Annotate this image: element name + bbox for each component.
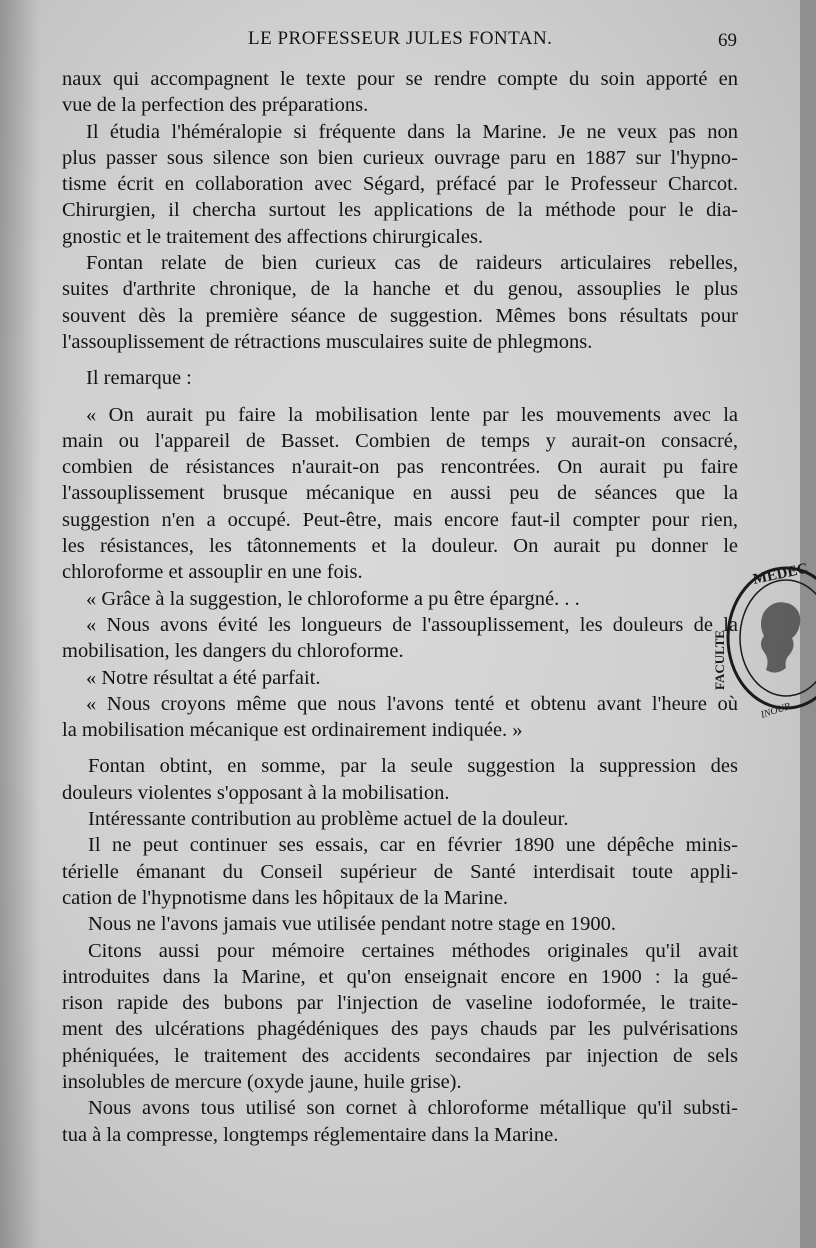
text-line: Fontan relate de bien curieux cas de raideurs articulaires rebelles, [86, 252, 738, 275]
text-line: vue de la perfection des préparations. [62, 94, 369, 117]
page-number: 69 [718, 30, 737, 51]
text-line: Fontan obtint, en somme, par la seule suggestion la suppression des [88, 755, 738, 778]
quote-line: chloroforme et assouplir en une fois. [62, 561, 363, 584]
page-edge-shadow [0, 0, 40, 1248]
text-line: tisme écrit en collaboration avec Ségard, préfacé par le Professeur Charcot. [62, 173, 738, 196]
text-line: Chirurgien, il chercha surtout les applications de la méthode pour le dia- [62, 199, 738, 222]
text-line: douleurs violentes s'opposant à la mobilisation. [62, 781, 450, 804]
text-line: térielle émanant du Conseil supérieur de Santé interdisait toute appli- [62, 860, 738, 883]
quote-line: l'assouplissement brusque mécanique en aussi peu de séances que la [62, 482, 738, 505]
text-line: tua à la compresse, longtemps réglementaire dans la Marine. [62, 1123, 559, 1146]
text-line: Il étudia l'héméralopie si fréquente dans la Marine. Je ne veux pas non [86, 120, 738, 143]
quote-line: la mobilisation mécanique est ordinairement indiquée. » [62, 719, 523, 742]
text-line: souvent dès la première séance de suggestion. Mêmes bons résultats pour [62, 304, 738, 327]
text-line: suites d'arthrite chronique, de la hanche et du genou, assouplies le plus [62, 278, 738, 301]
svg-text:INOUR: INOUR [759, 700, 792, 721]
quote-line: combien de résistances n'aurait-on pas rencontrées. On aurait pu faire [62, 456, 738, 479]
quote-line: « On aurait pu faire la mobilisation lente par les mouvements avec la [86, 403, 738, 426]
quote-line: « Nous croyons même que nous l'avons tenté et obtenu avant l'heure où [86, 692, 738, 715]
library-stamp [712, 560, 816, 740]
quote-line: « Grâce à la suggestion, le chloroforme a pu être épargné. . . [86, 587, 580, 610]
quote-line: mobilisation, les dangers du chloroforme. [62, 640, 404, 663]
text-line: gnostic et le traitement des affections chirurgicales. [62, 225, 484, 248]
quote-line: « Nous avons évité les longueurs de l'assouplissement, les douleurs de la [86, 613, 738, 636]
text-line: phéniquées, le traitement des accidents secondaires par injection de sels [62, 1044, 738, 1067]
svg-text:FACULTE: FACULTE [712, 630, 727, 690]
body-text [62, 66, 738, 1148]
text-line: cation de l'hypnotisme dans les hôpitaux de la Marine. [62, 886, 509, 909]
text-line: ment des ulcérations phagédéniques des pays chauds par les pulvérisations [62, 1018, 738, 1041]
text-line: introduites dans la Marine, et qu'on enseignait encore en 1900 : la gué- [62, 965, 738, 988]
text-line: Nous ne l'avons jamais vue utilisée pendant notre stage en 1900. [88, 913, 617, 936]
text-line: Citons aussi pour mémoire certaines méthodes originales qu'il avait [88, 939, 738, 962]
quote-line: main ou l'appareil de Basset. Combien de temps y aurait-on consacré, [62, 429, 738, 452]
quote-line: « Notre résultat a été parfait. [86, 666, 321, 689]
text-line: Intéressante contribution au problème actuel de la douleur. [88, 808, 569, 831]
text-line: plus passer sous silence son bien curieux ouvrage paru en 1887 sur l'hypno- [62, 146, 738, 169]
text-line: Il ne peut continuer ses essais, car en février 1890 une dépêche minis- [88, 834, 738, 857]
stamp-seal-icon [712, 560, 816, 740]
text-line: l'assouplissement de rétractions musculaires suite de phlegmons. [62, 330, 593, 353]
text-line: Il remarque : [86, 367, 192, 390]
text-line: insolubles de mercure (oxyde jaune, huile grise). [62, 1070, 462, 1093]
quote-line: suggestion n'en a occupé. Peut-être, mais encore faut-il compter pour rien, [62, 508, 738, 531]
quote-line: les résistances, les tâtonnements et la douleur. On aurait pu donner le [62, 535, 738, 558]
text-line: Nous avons tous utilisé son cornet à chloroforme métallique qu'il substi- [88, 1097, 738, 1120]
running-header [0, 28, 800, 58]
text-line: naux qui accompagnent le texte pour se rendre compte du soin apporté en [62, 68, 738, 90]
running-title: LE PROFESSEUR JULES FONTAN. [248, 28, 553, 49]
text-line: rison rapide des bubons par l'injection de vaseline iodoformée, le traite- [62, 992, 738, 1015]
svg-text:MEDEC: MEDEC [751, 560, 810, 588]
